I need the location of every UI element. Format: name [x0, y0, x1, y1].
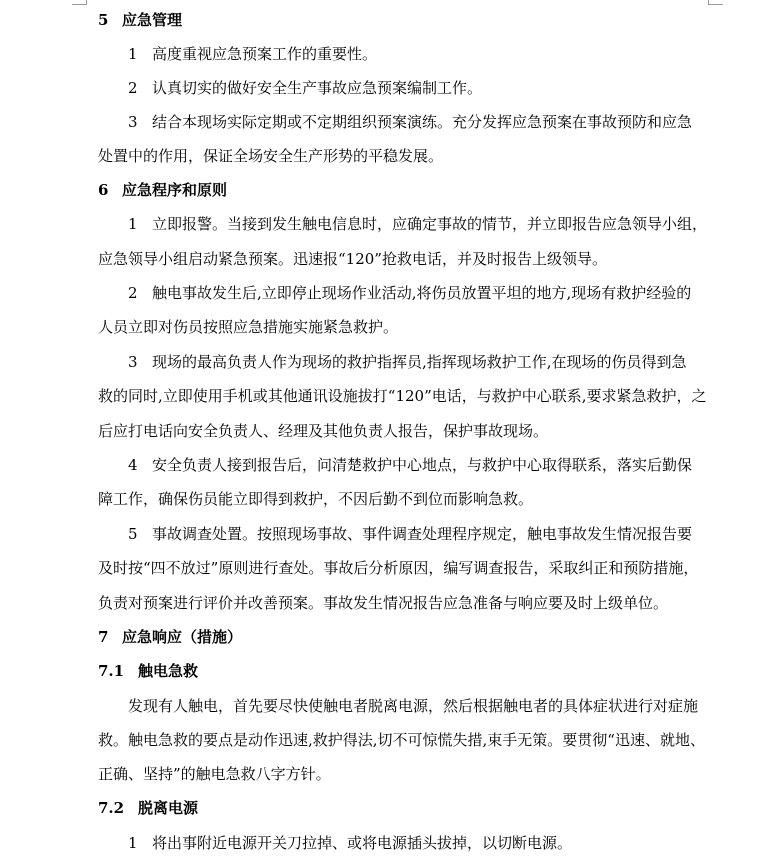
section-title: 应急程序和原则	[122, 181, 228, 199]
item-number: 3	[128, 113, 138, 131]
item-text: 立即报警。当接到发生触电信息时，应确定事故的情节，并立即报告应急领导小组，	[152, 215, 708, 233]
paragraph-text: 救。触电急救的要点是动作迅速,救护得法,切不可惊慌失措,束手无策。要贯彻“迅速、就地、	[98, 731, 705, 749]
item-text: 将出事附近电源开关刀拉掉、或将电源插头拔掉，以切断电源。	[152, 834, 573, 852]
section-number: 7.1	[98, 662, 125, 680]
section-title: 应急管理	[122, 11, 183, 29]
item-number: 1	[128, 45, 138, 63]
section-number: 6	[98, 181, 109, 199]
item-text: 高度重视应急预案工作的重要性。	[152, 45, 378, 63]
item-text: 触电事故发生后,立即停止现场作业活动,将伤员放置平坦的地方,现场有救护经验的	[152, 284, 692, 302]
item-number: 3	[128, 353, 138, 371]
item-text: 及时按“四不放过”原则进行查处。事故后分析原因，编写调查报告，采取纠正和预防措施，	[98, 559, 699, 577]
item-number: 1	[128, 215, 138, 233]
item-text: 障工作，确保伤员能立即得到救护，不因后勤不到位而影响急救。	[98, 490, 534, 508]
item-number: 4	[128, 456, 138, 474]
item-number: 2	[128, 79, 138, 97]
paragraph-text: 发现有人触电，首先要尽快使触电者脱离电源，然后根据触电者的具体症状进行对症施	[128, 697, 699, 715]
item-number: 5	[128, 525, 138, 543]
section-number: 7	[98, 628, 109, 646]
item-text: 救的同时,立即使用手机或其他通讯设施拔打“120”电话，与救护中心联系,要求紧急救护，之	[98, 387, 707, 405]
item-text: 负责对预案进行评价并改善预案。事故发生情况报告应急准备与响应要及时上级单位。	[98, 594, 669, 612]
paragraph-text: 正确、坚持”的触电急救八字方针。	[98, 765, 331, 783]
item-text: 人员立即对伤员按照应急措施实施紧急救护。	[98, 318, 399, 336]
item-text: 处置中的作用，保证全场安全生产形势的平稳发展。	[98, 147, 444, 165]
section-title: 应急响应（措施）	[122, 628, 243, 646]
item-text: 应急领导小组启动紧急预案。迅速报“120”抢救电话，并及时报告上级领导。	[98, 250, 607, 268]
page-corner-mark-left	[72, 0, 87, 5]
section-number: 7.2	[98, 799, 125, 817]
section-number: 5	[98, 11, 109, 29]
item-text: 事故调查处置。按照现场事故、事件调查处理程序规定，触电事故发生情况报告要	[152, 525, 693, 543]
item-text: 结合本现场实际定期或不定期组织预案演练。充分发挥应急预案在事故预防和应急	[152, 113, 693, 131]
section-title: 触电急救	[138, 662, 199, 680]
page-corner-mark-right	[708, 0, 723, 5]
item-number: 2	[128, 284, 138, 302]
item-text: 安全负责人接到报告后，问清楚救护中心地点，与救护中心取得联系，落实后勤保	[152, 456, 693, 474]
item-text: 认真切实的做好安全生产事故应急预案编制工作。	[152, 79, 483, 97]
item-text: 后应打电话向安全负责人、经理及其他负责人报告，保护事故现场。	[98, 422, 549, 440]
item-number: 1	[128, 834, 138, 852]
section-title: 脱离电源	[138, 799, 199, 817]
item-text: 现场的最高负责人作为现场的救护指挥员,指挥现场救护工作,在现场的伤员得到急	[152, 353, 687, 371]
